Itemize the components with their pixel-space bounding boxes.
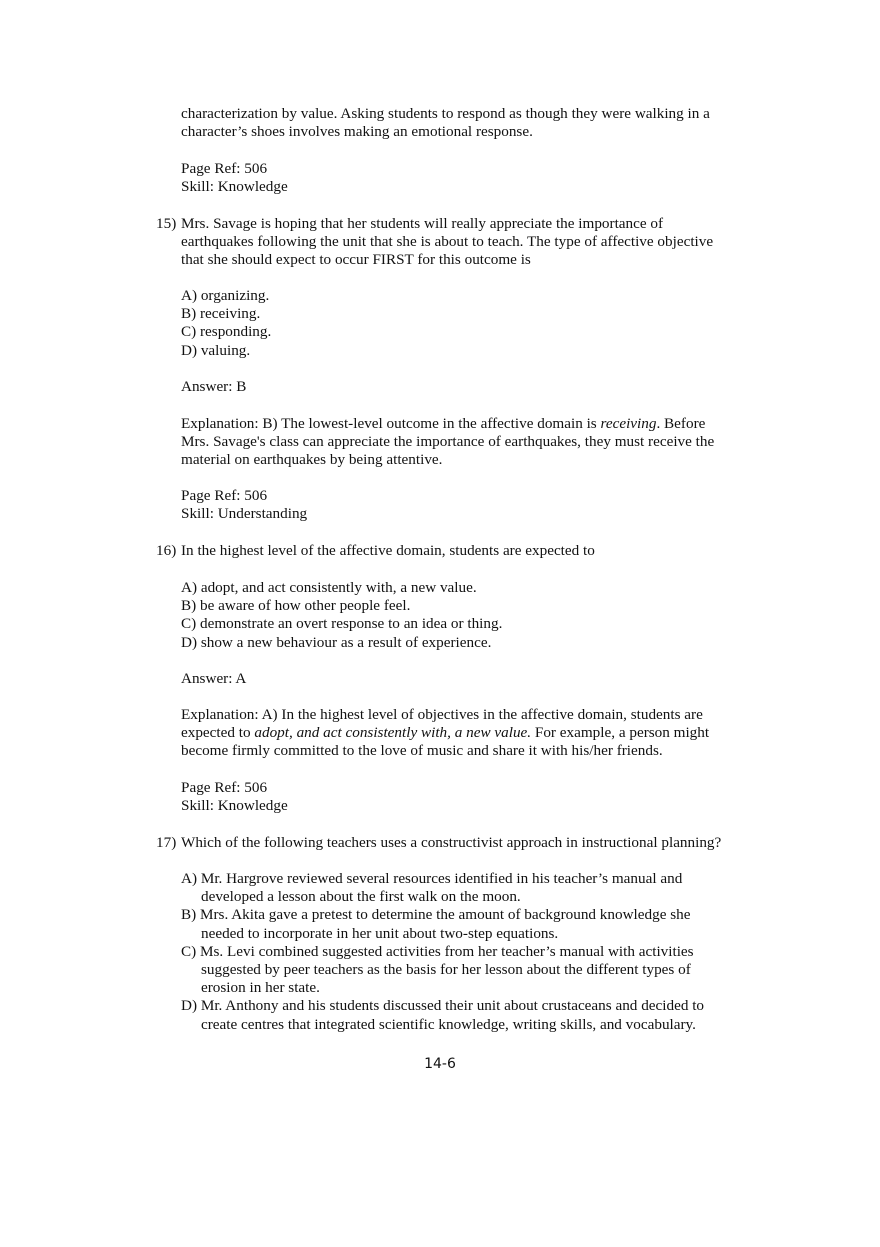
page-ref: Page Ref: 506: [181, 779, 268, 796]
option: B) be aware of how other people feel.: [181, 597, 411, 615]
option: C) demonstrate an overt response to an idea or thing.: [181, 615, 503, 633]
option: B) receiving.: [181, 305, 261, 323]
option: B) Mrs. Akita gave a pretest to determine the amount of background knowledge she needed to incorporate in her unit about two-step equations.: [181, 906, 691, 942]
option: D) Mr. Anthony and his students discussed their unit about crustaceans and decided to create centres that integrated scientific knowledge, writing skills, and vocabulary.: [181, 997, 705, 1033]
stem-line: earthquakes following the unit that she is about to teach. The type of affective objective: [181, 233, 714, 251]
question-number: 16): [156, 542, 177, 559]
option: D) valuing.: [181, 341, 251, 359]
answer: Answer: B: [181, 378, 247, 395]
options-list: [181, 579, 761, 652]
explanation: [181, 415, 761, 470]
explanation: [181, 706, 761, 761]
question-number: 17): [156, 834, 177, 851]
stem-line: Mrs. Savage is hoping that her students will really appreciate the importance of: [181, 215, 664, 232]
answer: Answer: A: [181, 670, 247, 687]
intro-line: character’s shoes involves making an emotional response.: [181, 123, 533, 141]
explanation-line: material on earthquakes by being attentive.: [181, 451, 443, 469]
skill: Skill: Knowledge: [181, 178, 288, 196]
page-number: 14-6: [424, 1056, 456, 1072]
question-number: 15): [156, 215, 177, 232]
explanation-line: [181, 415, 761, 433]
explanation-text: . Before: [656, 415, 706, 432]
skill: Skill: Knowledge: [181, 797, 288, 815]
question-stem: [181, 215, 761, 270]
explanation-text: Explanation: B) The lowest-level outcome in the affective domain is: [181, 415, 601, 432]
question-stem: Which of the following teachers uses a constructivist approach in instructional planning?: [181, 834, 722, 851]
page-ref: Page Ref: 506: [181, 487, 268, 504]
option: A) adopt, and act consistently with, a new value.: [181, 579, 477, 596]
option: D) show a new behaviour as a result of experience.: [181, 633, 492, 651]
skill: Skill: Understanding: [181, 505, 308, 523]
explanation-text: For example, a person might: [531, 724, 710, 742]
explanation-line: become firmly committed to the love of music and share it with his/her friends.: [181, 742, 663, 760]
page-ref: Page Ref: 506: [181, 160, 268, 177]
explanation-line: [181, 724, 761, 742]
explanation-line: Mrs. Savage's class can appreciate the importance of earthquakes, they must receive the: [181, 433, 715, 451]
options-list: [181, 287, 761, 360]
intro-meta: [181, 160, 761, 196]
stem-line: that she should expect to occur FIRST for this outcome is: [181, 251, 531, 269]
question-meta: [181, 487, 761, 523]
option: A) organizing.: [181, 287, 270, 304]
question-stem: In the highest level of the affective domain, students are expected to: [181, 542, 595, 559]
option: A) Mr. Hargrove reviewed several resources identified in his teacher’s manual and developed a lesson about the first walk on the moon.: [181, 870, 683, 906]
question-meta: [181, 779, 761, 815]
explanation-emphasis: receiving: [600, 415, 657, 432]
option: C) Ms. Levi combined suggested activities from her teacher’s manual with activities suggested by peer teachers as the basis for her lesson about the different types of erosion in her state.: [181, 942, 694, 997]
intro-line: characterization by value. Asking students to respond as though they were walking in a: [181, 105, 710, 122]
explanation-text: expected to: [181, 724, 255, 742]
options-list: [181, 870, 736, 1034]
explanation-emphasis: adopt, and act consistently with, a new value.: [254, 724, 532, 742]
intro-text: [181, 105, 761, 141]
option: C) responding.: [181, 323, 272, 341]
explanation-line: Explanation: A) In the highest level of objectives in the affective domain, students are: [181, 706, 703, 723]
